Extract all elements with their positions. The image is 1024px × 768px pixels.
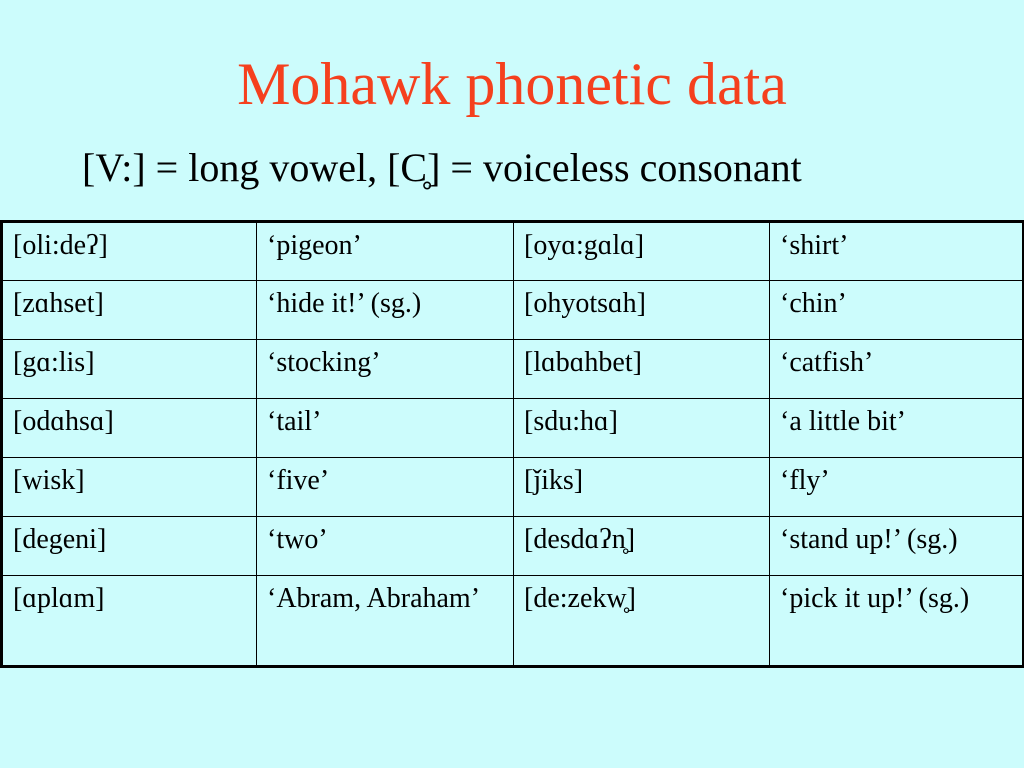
transcription-cell: [oyɑ:gɑlɑ] — [514, 222, 770, 281]
transcription-cell: [ǰiks] — [514, 458, 770, 517]
gloss-cell: ‘five’ — [257, 458, 514, 517]
transcription-cell: [wisk] — [2, 458, 257, 517]
gloss-cell: ‘Abram, Abraham’ — [257, 576, 514, 667]
transcription-cell: [lɑbɑhbet] — [514, 340, 770, 399]
transcription-cell: [degeni] — [2, 517, 257, 576]
transcription-cell: [sdu:hɑ] — [514, 399, 770, 458]
transcription-cell: [desdɑʔn̥] — [514, 517, 770, 576]
gloss-cell: ‘tail’ — [257, 399, 514, 458]
gloss-cell: ‘fly’ — [770, 458, 1024, 517]
gloss-cell: ‘hide it!’ (sg.) — [257, 281, 514, 340]
gloss-cell: ‘shirt’ — [770, 222, 1024, 281]
transcription-cell: [oli:deʔ] — [2, 222, 257, 281]
table-row — [2, 517, 1024, 576]
table-row — [2, 222, 1024, 281]
gloss-cell: ‘two’ — [257, 517, 514, 576]
table-row — [2, 458, 1024, 517]
gloss-cell: ‘pigeon’ — [257, 222, 514, 281]
table-row — [2, 340, 1024, 399]
transcription-cell: [ohyotsɑh] — [514, 281, 770, 340]
gloss-cell: ‘a little bit’ — [770, 399, 1024, 458]
transcription-cell: [ɑplɑm] — [2, 576, 257, 667]
transcription-cell: [gɑ:lis] — [2, 340, 257, 399]
gloss-cell: ‘catfish’ — [770, 340, 1024, 399]
phonetic-data-table — [0, 220, 1024, 668]
table-row — [2, 281, 1024, 340]
slide-subtitle: [V:] = long vowel, [C̥] = voiceless consonant — [82, 145, 802, 190]
gloss-cell: ‘stocking’ — [257, 340, 514, 399]
gloss-cell: ‘chin’ — [770, 281, 1024, 340]
gloss-cell: ‘pick it up!’ (sg.) — [770, 576, 1024, 667]
slide-title: Mohawk phonetic data — [237, 51, 787, 117]
table-row — [2, 576, 1024, 667]
gloss-cell: ‘stand up!’ (sg.) — [770, 517, 1024, 576]
table-row — [2, 399, 1024, 458]
transcription-cell: [zɑhset] — [2, 281, 257, 340]
transcription-cell: [de:zekw̥] — [514, 576, 770, 667]
transcription-cell: [odɑhsɑ] — [2, 399, 257, 458]
